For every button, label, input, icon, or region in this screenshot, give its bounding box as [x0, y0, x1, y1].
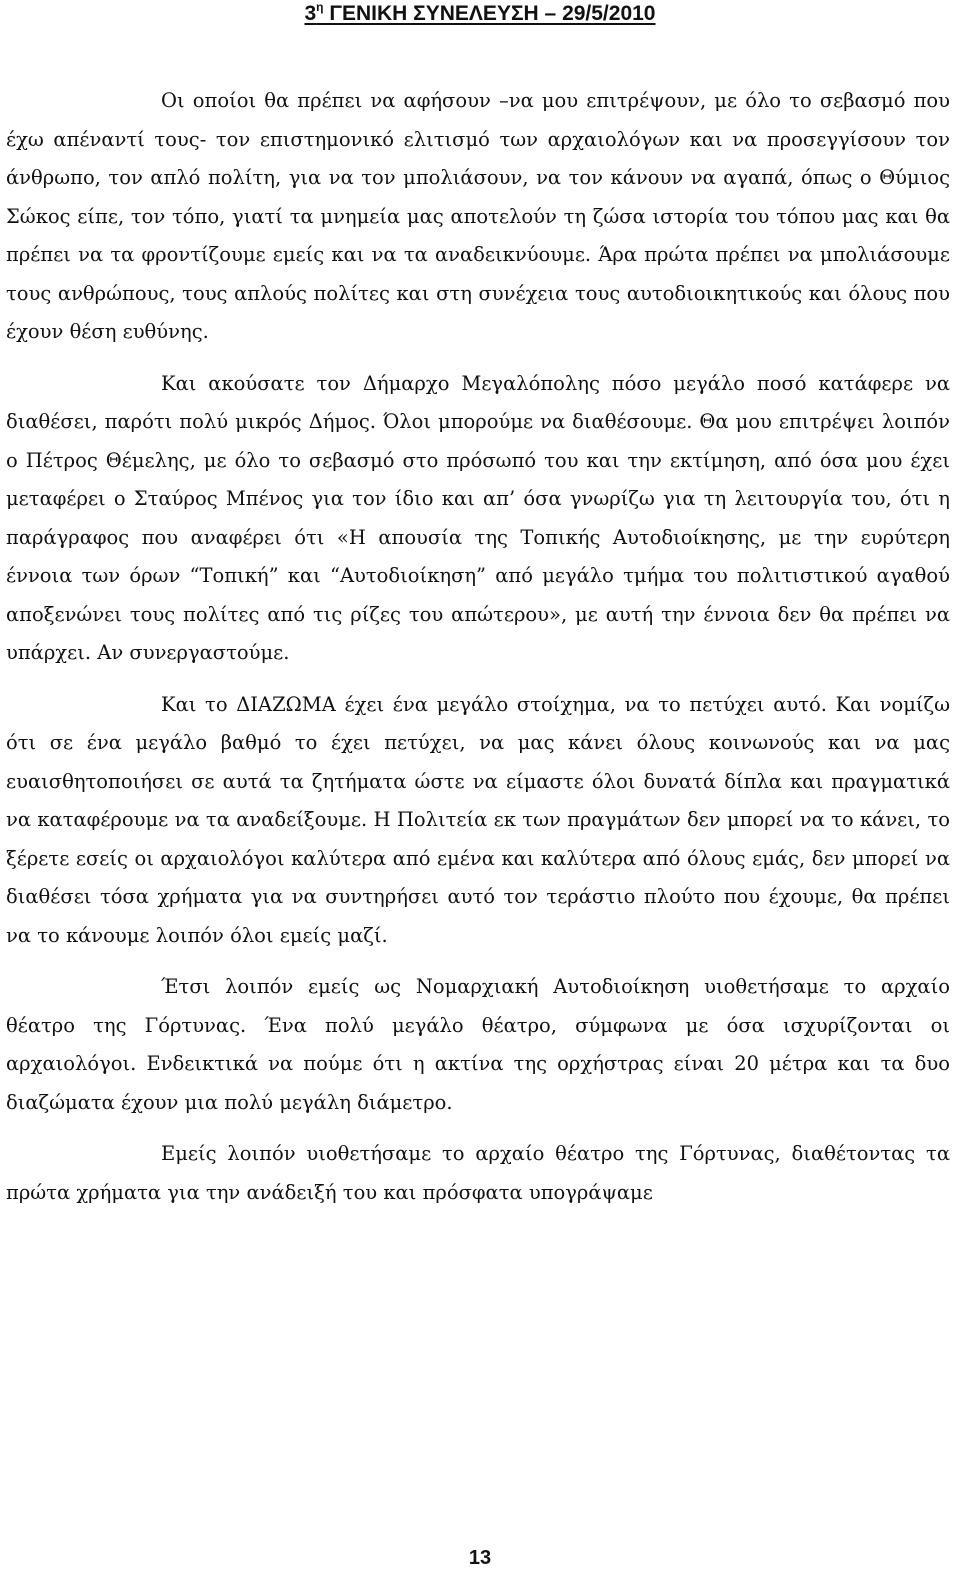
- paragraph: Εμείς λοιπόν υιοθετήσαμε το αρχαίο θέατρο της Γόρτυνας, διαθέτοντας τα πρώτα χρήματα για την ανάδειξή του και πρόσφατα υπογράψαμε: [6, 1142, 950, 1204]
- paragraph: Οι οποίοι θα πρέπει να αφήσουν –να μου επιτρέψουν, με όλο το σεβασμό που έχω απέναντί τους- τον επιστημονικό ελιτισμό των αρχαιολόγων και να προσεγγίσουν τον άνθρωπο, τον απλό πολίτη, για να τον μπολιάσουν, να τον κάνουν να αγαπά, όπως ο Θύμιος Σώκος είπε, τον τόπο, γιατί τα μνημεία μας αποτελούν τη ζώσα ιστορία του τόπου μας και θα πρέπει να τα φροντίζουμε εμείς και να τα αναδεικνύουμε. Άρα πρώτα πρέπει να μπολιάσουμε τους ανθρώπους, τους απλούς πολίτες και στη συνέχεια τους αυτοδιοικητικούς και όλους που έχουν θέση ευθύνης.: [6, 89, 950, 343]
- paragraph: Έτσι λοιπόν εμείς ως Νομαρχιακή Αυτοδιοίκηση υιοθετήσαμε το αρχαίο θέατρο της Γόρτυνας. Ένα πολύ μεγάλο θέατρο, σύμφωνα με όσα ισχυρίζονται οι αρχαιολόγοι. Ενδεικτικά να πούμε ότι η ακτίνα της ορχήστρας είναι 20 μέτρα και τα δυο διαζώματα έχουν μια πολύ μεγάλη διάμετρο.: [6, 975, 950, 1114]
- paragraph: Και το ΔΙΑΖΩΜΑ έχει ένα μεγάλο στοίχημα, να το πετύχει αυτό. Και νομίζω ότι σε ένα μεγάλο βαθμό το έχει πετύχει, να μας κάνει όλους κοινωνούς και να μας ευαισθητοποιήσει σε αυτά τα ζητήματα ώστε να είμαστε όλοι δυνατά δίπλα και πραγματικά να καταφέρουμε να τα αναδείξουμε. Η Πολιτεία εκ των πραγμάτων δεν μπορεί να το κάνει, το ξέρετε εσείς οι αρχαιολόγοι καλύτερα από εμένα και καλύτερα από όλους εμάς, δεν μπορεί να διαθέσει τόσα χρήματα για να συντηρήσει αυτό τον τεράστιο πλούτο που έχουμε, θα πρέπει να το κάνουμε λοιπόν όλοι εμείς μαζί.: [6, 692, 950, 947]
- header-ordinal: 3: [304, 2, 317, 25]
- paragraph: Και ακούσατε τον Δήμαρχο Μεγαλόπολης πόσο μεγάλο ποσό κατάφερε να διαθέσει, παρότι πολύ μικρός Δήμος. Όλοι μπορούμε να διαθέσουμε. Θα μου επιτρέψει λοιπόν ο Πέτρος Θέμελης, με όλο το σεβασμό στο πρόσωπό του και την εκτίμηση, από όσα μου έχει μεταφέρει ο Σταύρος Μπένος για τον ίδιο και απ’ όσα γνωρίζω για τη λειτουργία του, ότι η παράγραφος που αναφέρει ότι «Η απουσία της Τοπικής Αυτοδιοίκησης, με την ευρύτερη έννοια των όρων “Τοπική” και “Αυτοδιοίκηση” από μεγάλο τμήμα του πολιτιστικού αγαθού αποξενώνει τους πολίτες από τις ρίζες του απώτερου», με αυτή την έννοια δεν θα πρέπει να υπάρχει. Αν συνεργαστούμε.: [6, 371, 950, 664]
- page-header: [0, 0, 960, 30]
- header-ordinal-suffix: η: [316, 0, 324, 14]
- header-title: ΓΕΝΙΚΗ ΣΥΝΕΛΕΥΣΗ – 29/5/2010: [323, 2, 656, 25]
- page-number: 13: [468, 1547, 492, 1569]
- document-body: [6, 82, 950, 1212]
